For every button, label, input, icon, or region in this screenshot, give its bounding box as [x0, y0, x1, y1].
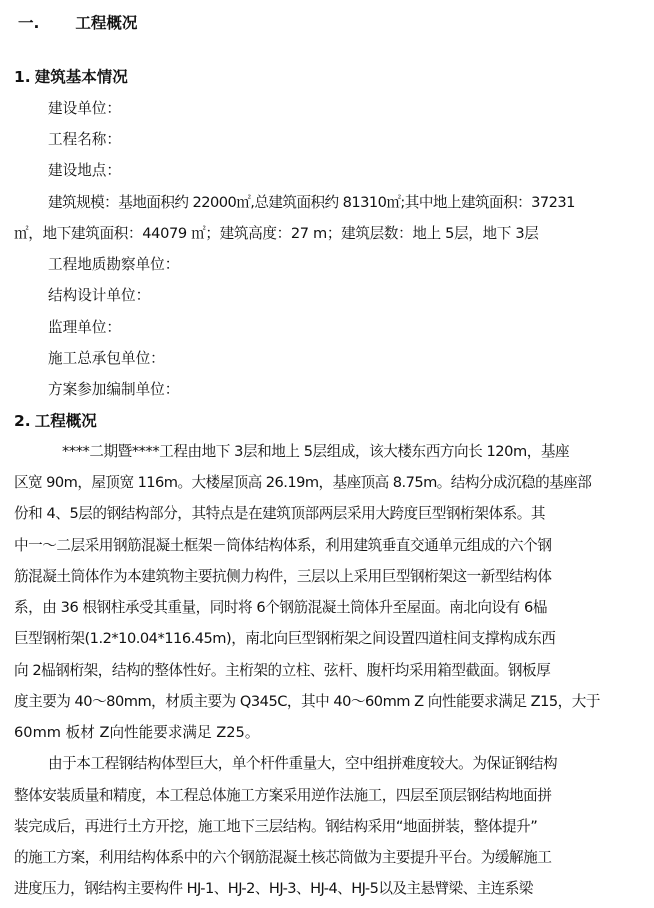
- paragraph-1-line: 中一～二层采用钢筋混凝土框架－筒体结构体系，利用建筑垂直交通单元组成的六个钢: [14, 537, 552, 554]
- paragraph-1-line: 区宽 90m，屋顶宽 116m。大楼屋顶高 26.19m，基座顶高 8.75m。结构分成沉稳的基座部: [14, 474, 592, 491]
- paragraph-2-line: 的施工方案，利用结构体系中的六个钢筋混凝土核芯筒做为主要提升平台。为缓解施工: [14, 849, 552, 866]
- item-structural-design-unit: 结构设计单位：: [48, 287, 151, 304]
- chapter-number: 一.: [18, 14, 40, 32]
- item-project-name: 工程名称：: [48, 131, 121, 148]
- paragraph-2-line: 整体安装质量和精度，本工程总体施工方案采用逆作法施工，四层至顶层钢结构地面拼: [14, 787, 552, 804]
- paragraph-1-line: 份和 4、5层的钢结构部分，其特点是在建筑顶部两层采用大跨度巨型钢桁架体系。其: [14, 505, 546, 522]
- paragraph-2-line: 由于本工程钢结构体型巨大，单个杆件重量大，空中组拼难度较大。为保证钢结构: [48, 755, 558, 772]
- paragraph-2-line: 进度压力，钢结构主要构件 HJ-1、HJ-2、HJ-3、HJ-4、HJ-5以及主悬臂梁、主连系梁: [14, 880, 533, 897]
- paragraph-2-line: 装完成后，再进行土方开挖，施工地下三层结构。钢结构采用“地面拼装，整体提升”: [14, 818, 538, 835]
- section-1-title: 建筑基本情况: [34, 68, 128, 86]
- item-plan-compilation-unit: 方案参加编制单位：: [48, 381, 180, 398]
- paragraph-1-line: 60mm 板材 Z向性能要求满足 Z25。: [14, 724, 260, 741]
- item-general-contractor: 施工总承包单位：: [48, 350, 165, 367]
- chapter-heading: [18, 13, 137, 33]
- item-construction-site: 建设地点：: [48, 162, 121, 179]
- section-2-number: 2.: [14, 412, 31, 430]
- paragraph-1-line: 巨型钢桁架(1.2*10.04*116.45m)，南北向巨型钢桁架之间设置四道柱间支撑构成东西: [14, 630, 556, 647]
- section-1-heading: [14, 67, 128, 87]
- paragraph-1-line: 系，由 36 根钢柱承受其重量，同时将 6个钢筋混凝土筒体升至屋面。南北向设有 6榀: [14, 599, 547, 616]
- paragraph-1-line: 向 2榀钢桁架，结构的整体性好。主桁架的立柱、弦杆、腹杆均采用箱型截面。钢板厚: [14, 662, 551, 679]
- item-geology-survey-unit: 工程地质勘察单位：: [48, 256, 180, 273]
- item-building-scale: 建筑规模：基地面积约 22000㎡,总建筑面积约 81310㎡;其中地上建筑面积：37231: [48, 194, 575, 211]
- chapter-title: 工程概况: [75, 14, 138, 32]
- section-2-heading: [14, 411, 97, 431]
- item-construction-unit: 建设单位：: [48, 100, 121, 117]
- section-1-number: 1.: [14, 68, 31, 86]
- item-building-scale-cont: ㎡，地下建筑面积：44079 ㎡；建筑高度：27 m；建筑层数：地上 5层，地下 3层: [14, 225, 539, 242]
- paragraph-1-line: 度主要为 40～80mm，材质主要为 Q345C，其中 40～60mm Z 向性能要求满足 Z15，大于: [14, 693, 600, 710]
- item-supervision-unit: 监理单位：: [48, 319, 121, 336]
- paragraph-1-line: 筋混凝土筒体作为本建筑物主要抗侧力构件，三层以上采用巨型钢桁架这一新型结构体: [14, 568, 552, 585]
- section-2-title: 工程概况: [34, 412, 97, 430]
- paragraph-1-line: ****二期暨****工程由地下 3层和地上 5层组成，该大楼东西方向长 120m，基座: [62, 443, 570, 460]
